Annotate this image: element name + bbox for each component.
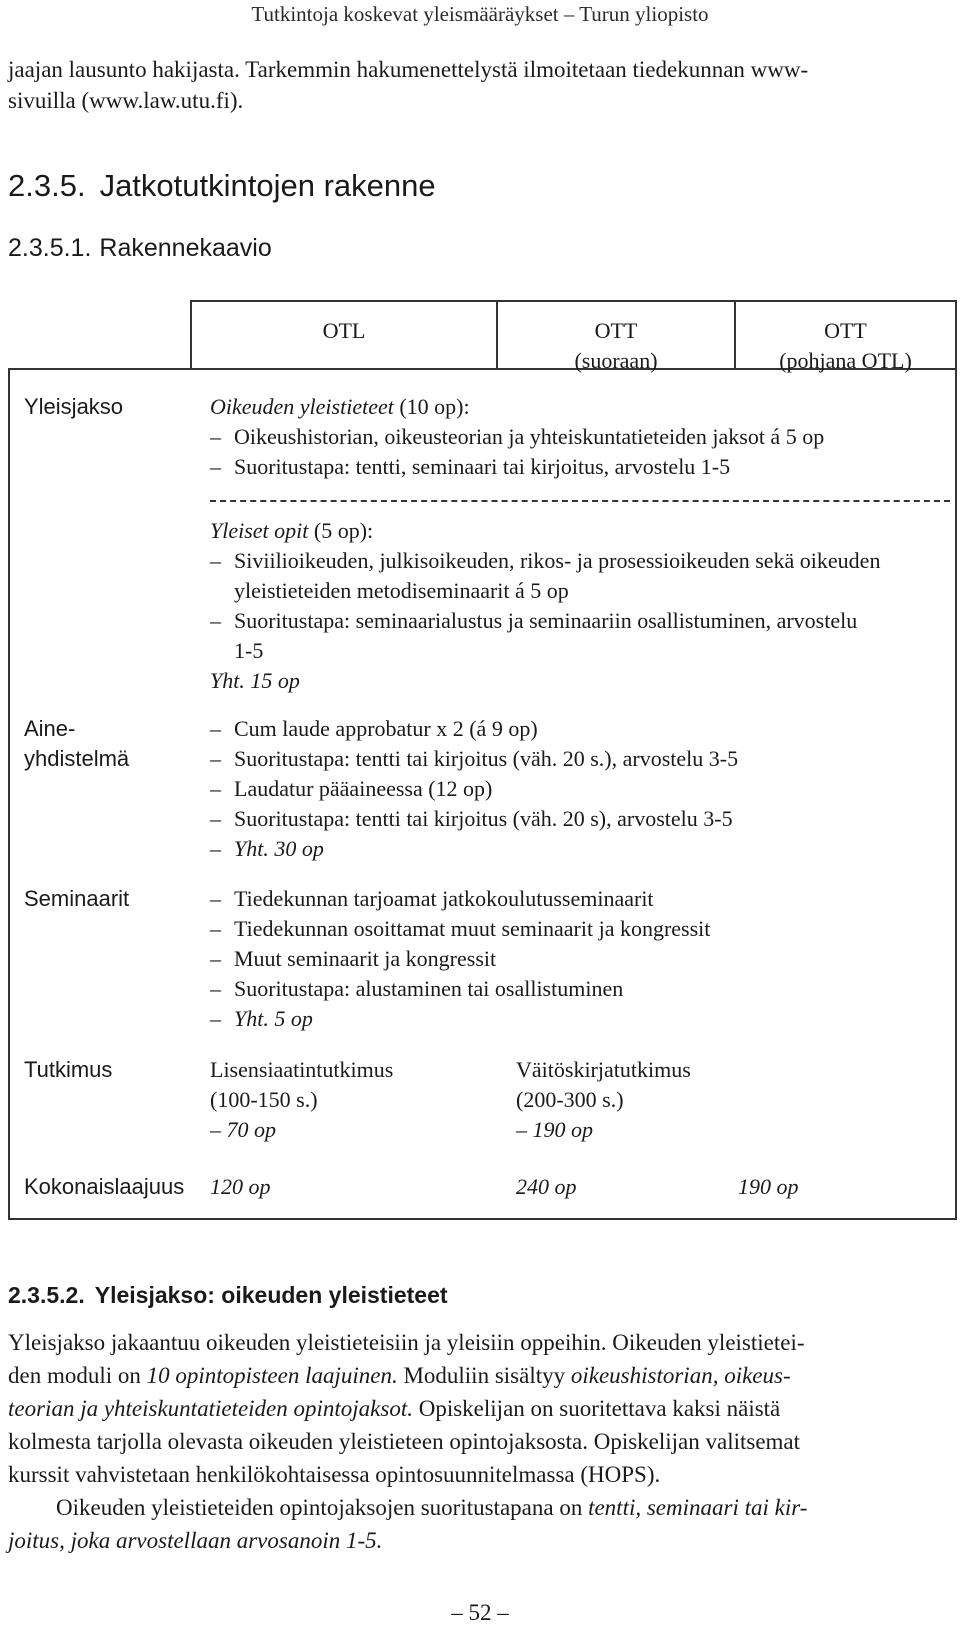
thesis-credits: – 70 op: [210, 1117, 276, 1142]
thesis-length: (100-150 s.): [210, 1087, 318, 1112]
bullet-item: – Tiedekunnan tarjoamat jatkokoulutusseminaarit: [210, 886, 654, 911]
row-label-yleisjakso: Yleisjakso: [24, 394, 124, 419]
section-number: 2.3.5.: [8, 168, 86, 203]
intro-line: sivuilla (www.law.utu.fi).: [8, 88, 244, 113]
aineyhdistelma-content: [210, 714, 738, 864]
para-line: Yleisjakso jakaantuu oikeuden yleistieteisiin ja yleisiin oppeihin. Oikeuden yleistietei-: [8, 1330, 805, 1355]
table-rule: [955, 300, 957, 1220]
tutkimus-ott: [516, 1055, 691, 1145]
total-credits: – Yht. 30 op: [210, 836, 324, 861]
course-heading: Yleiset opit (5 op):: [210, 518, 374, 543]
col-header-otl: OTL: [322, 318, 366, 343]
col-header-ott-pohjana: [736, 316, 955, 376]
bullet-item: – Laudatur pääaineessa (12 op): [210, 776, 493, 801]
bullet-item-continued: 1-5: [234, 638, 264, 663]
bullet-item: – Muut seminaarit ja kongressit: [210, 946, 497, 971]
bullet-item-continued: yleistieteiden metodiseminaarit á 5 op: [234, 578, 569, 603]
running-header: Tutkintoja koskevat yleismääräykset – Turun yliopisto: [251, 2, 709, 26]
para-line: kurssit vahvistetaan henkilökohtaisessa opintosuunnitelmassa (HOPS).: [8, 1462, 661, 1487]
intro-line: jaajan lausunto hakijasta. Tarkemmin hakumenettelystä ilmoitetaan tiedekunnan www-: [8, 57, 809, 82]
total-credits: – Yht. 5 op: [210, 1006, 313, 1031]
col-header-line: OTT: [594, 318, 638, 343]
total-ott-suoraan: 240 op: [516, 1174, 577, 1199]
row-label-tutkimus: Tutkimus: [24, 1057, 113, 1082]
total-otl: 120 op: [210, 1174, 271, 1199]
body-paragraph: [8, 1326, 953, 1557]
para-line: Oikeuden yleistieteiden opintojaksojen suoritustapana on tentti, seminaari tai kir-: [56, 1495, 808, 1520]
col-header-line: (suoraan): [574, 348, 658, 373]
total-ott-pohjana: 190 op: [738, 1174, 799, 1199]
section-heading-2: [8, 1282, 448, 1309]
subsection-title: Rakennekaavio: [99, 234, 272, 262]
col-header-line: OTT: [824, 318, 867, 343]
para-line: den moduli on 10 opintopisteen laajuinen. Moduliin sisältyy oikeushistorian, oikeus-: [8, 1363, 791, 1388]
bullet-item: – Cum laude approbatur x 2 (á 9 op): [210, 716, 538, 741]
section-heading: [8, 168, 436, 204]
bullet-item: – Suoritustapa: tentti, seminaari tai kirjoitus, arvostelu 1-5: [210, 454, 731, 479]
row-label-line: yhdistelmä: [24, 746, 130, 771]
row-label-seminaarit: Seminaarit: [24, 886, 130, 911]
thesis-name: Lisensiaatintutkimus: [210, 1057, 394, 1082]
bullet-item: – Suoritustapa: seminaarialustus ja seminaariin osallistuminen, arvostelu: [210, 608, 858, 633]
thesis-length: (200-300 s.): [516, 1087, 624, 1112]
row-label-aineyhdistelma: [24, 714, 129, 774]
section-title: Jatkotutkintojen rakenne: [99, 168, 436, 203]
row-label-kokonaislaajuus: Kokonaislaajuus: [24, 1174, 185, 1199]
bullet-item: – Tiedekunnan osoittamat muut seminaarit ja kongressit: [210, 916, 711, 941]
bullet-item: – Suoritustapa: alustaminen tai osallistuminen: [210, 976, 624, 1001]
para-line: kolmesta tarjolla olevasta oikeuden yleistieteen opintojaksosta. Opiskelijan valitsemat: [8, 1429, 801, 1454]
section-title: Yleisjakso: oikeuden yleistieteet: [94, 1282, 448, 1308]
subsection-number: 2.3.5.1.: [8, 234, 92, 262]
section-number: 2.3.5.2.: [8, 1282, 85, 1308]
bullet-item: – Siviilioikeuden, julkisoikeuden, rikos- ja prosessioikeuden sekä oikeuden: [210, 548, 881, 573]
para-line: joitus, joka arvostellaan arvosanoin 1-5.: [8, 1528, 383, 1553]
thesis-name: Väitöskirjatutkimus: [516, 1057, 691, 1082]
col-header-ott-suoraan: [498, 316, 734, 376]
intro-paragraph: [8, 54, 948, 116]
thesis-credits: – 190 op: [516, 1117, 593, 1142]
para-line: teorian ja yhteiskuntatieteiden opintojaksot. Opiskelijan on suoritettava kaksi näistä: [8, 1396, 781, 1421]
course-heading: Oikeuden yleistieteet (10 op):: [210, 394, 470, 419]
dashed-separator: [210, 472, 950, 502]
bullet-item: – Oikeushistorian, oikeusteorian ja yhteiskuntatieteiden jaksot á 5 op: [210, 424, 825, 449]
page-number: – 52 –: [451, 1600, 509, 1625]
bullet-item: – Suoritustapa: tentti tai kirjoitus (väh. 20 s), arvostelu 3-5: [210, 806, 733, 831]
tutkimus-otl: [210, 1055, 393, 1145]
total-credits: Yht. 15 op: [210, 668, 300, 693]
col-header-line: (pohjana OTL): [779, 348, 912, 373]
table-rule: [8, 1218, 957, 1220]
table-rule: [190, 300, 957, 302]
yleisjakso-content: [210, 392, 950, 696]
seminaarit-content: [210, 884, 710, 1034]
subsection-heading: [8, 234, 272, 263]
bullet-item: – Suoritustapa: tentti tai kirjoitus (väh. 20 s.), arvostelu 3-5: [210, 746, 739, 771]
row-label-line: Aine-: [24, 716, 76, 741]
table-rule: [8, 368, 10, 1220]
